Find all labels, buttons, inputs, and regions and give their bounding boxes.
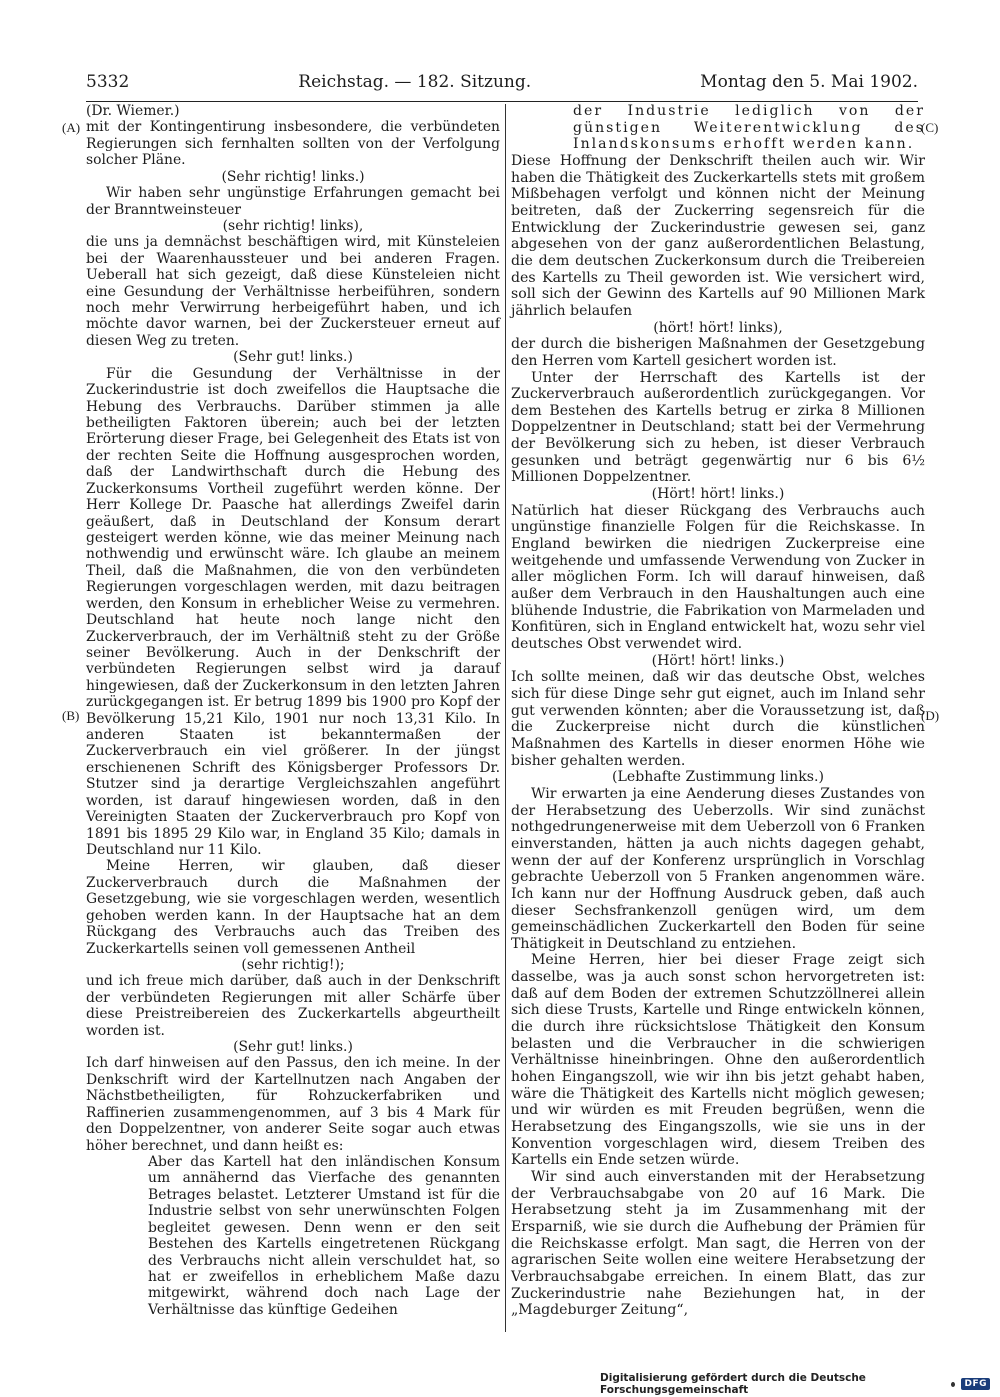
margin-marker-d: (D) bbox=[921, 708, 940, 723]
paragraph: Ich sollte meinen, daß wir das deutsche Obst, welches sich für diese Dinge sehr gut eignet, auch im Inland sehr gut verwenden könnten; aber die Voraussetzung ist, daß die Zuckerpreise nicht durch die künstlichen Maßnahmen des Kartells in dieser enormen Höhe wie bisher gehalten werden. bbox=[511, 669, 925, 769]
margin-marker-b: (B) bbox=[62, 708, 80, 723]
paragraph: (Sehr gut! links.) bbox=[233, 1039, 353, 1056]
paragraph: (Lebhafte Zustimmung links.) bbox=[612, 769, 824, 786]
paragraph: mit der Kontingentirung insbesondere, die verbündeten Regierungen sich fernhalten sollten von der Verfolgung solcher Pläne. bbox=[86, 119, 500, 169]
paragraph: Meine Herren, wir glauben, daß dieser Zuckerverbrauch durch die Maßnahmen der Gesetzgebung, wie sie vorgeschlagen werden, wesentlich gehoben werden kann. In der Hauptsache hat an dem Rückgang des Verbrauchs auch das Treiben des Zuckerkartells seinen voll gemessenen Antheil bbox=[86, 858, 500, 957]
paragraph: Natürlich hat dieser Rückgang des Verbrauchs auch ungünstige finanzielle Folgen für die Reichskasse. In England bewirken die niedrigen Zuckerpreise eine weitgehende und umfassende Verwendung von Zucker in aller möglichen Form. Ich will darauf hinweisen, daß außer dem Verbrauch in den Haushaltungen auch eine blühende Industrie, die Fabrikation von Marmeladen und Konfitüren, sich in England entwickelt hat, wozu sehr viel deutsches Obst verwendet wird. bbox=[511, 502, 925, 652]
paragraph: Aber das Kartell hat den inländischen Konsum um annähernd das Vierfache des genannten Betrages belastet. Letzterer Umstand ist für die Industrie selbst von sehr unerwünschten Folgen begleitet gewesen. Denn wenn er den seit Bestehen des Kartells eingetretenen Rückgang des Verbrauchs nicht allein verschuldet hat, so hat er zweifellos in erheblichem Maße dazu mitgewirkt, während doch nach Lage der Verhältnisse das künftige Gedeihen bbox=[148, 1154, 500, 1318]
paragraph: die uns ja demnächst beschäftigen wird, mit Künsteleien bei der Waarenhaussteuer und bei anderen Fragen. Ueberall hat sich gezeigt, daß diese Künsteleien nicht eine Gesundung der Verhältnisse herbeiführen, sondern noch mehr Verwirrung herbeigeführt haben, und ich möchte davor warnen, bei der Zuckersteuer erneut auf diesen Weg zu treten. bbox=[86, 234, 500, 349]
paragraph: Meine Herren, hier bei dieser Frage zeigt sich dasselbe, was ja auch sonst schon hervorgetreten ist: daß auf dem Boden der extremen Schutzzöllnerei allein sich diese Trusts, Kartelle und Ringe entwickeln können, die durch ihre rücksichtslose Thätigkeit den Konsum belasten und die Verbraucher in die schwierigen Verhältnisse hineinbringen. Ohne den außerordentlich hohen Eingangszoll, wie wir ihn bis jetzt gehabt haben, wäre die Thätigkeit des Kartells nicht möglich gewesen; und wir würden es mit Freuden begrüßen, wenn die Herabsetzung des Eingangszolls, wie sie uns in der Konvention vorgeschlagen wird, diesem Treiben des Kartells ein Ende setzen würde. bbox=[511, 952, 925, 1169]
digitization-credit bbox=[600, 1374, 990, 1394]
paragraph: Unter der Herrschaft des Kartells ist der Zuckerverbrauch außerordentlich zurückgegangen. Vor dem Bestehen des Kartells betrug er zirka 8 Millionen Doppelzentner in Deutschland; statt bei der Vermehrung der Bevölkerung sich zu heben, ist dieser Verbrauch gesunken und beträgt gegenwärtig nur 6 bis 6½ Millionen Doppelzentner. bbox=[511, 369, 925, 486]
margin-marker-a: (A) bbox=[62, 120, 81, 135]
paragraph: (sehr richtig!); bbox=[241, 956, 345, 973]
paragraph: Für die Gesundung der Verhältnisse in der Zuckerindustrie ist doch zweifellos die Hauptsache die Hebung des Verbrauchs. Darüber stimmen ja alle betheiligten Faktoren überein; auch bei der letzten Erörterung dieser Frage, bei Gelegenheit des Etats ist von der rechten Seite die Hoffnung ausgesprochen worden, daß der Landwirthschaft durch die Hebung des Zuckerkonsums Vortheil zugeführt werden könne. Der Herr Kollege Dr. Paasche hat allerdings Zweifel darin geäußert, daß in Deutschland der Konsum derart gesteigert werden könne, wie das meiner Meinung nach nothwendig und erwünscht wäre. Ich glaube an meinem Theil, daß die Maßnahmen, die von den verbündeten Regierungen vorgeschlagen werden, mit dazu beitragen werden, den Konsum in erheblicher Weise zu vermehren. Deutschland hat heute noch lange nicht den Zuckerverbrauch, der im Verhältniß steht zu der Größe seiner Bevölkerung. Auch in der Denkschrift der verbündeten Regierungen selbst wird ja darauf hingewiesen, daß der Zuckerkonsum in den letzten Jahren zurückgegangen ist. Er betrug 1899 bis 1900 pro Kopf der Bevölkerung 15,21 Kilo, 1901 nur noch 13,31 Kilo. In anderen Staaten ist bekanntermaßen der Zuckerverbrauch ein viel größerer. In der jüngst erschienenen Schrift des Königsberger Professors Dr. Stutzer sind ja derartige Vergleichszahlen angeführt worden, ist darauf hingewiesen worden, daß in den Vereinigten Staaten der Zuckerverbrauch pro Kopf von 1891 bis 1895 29 Kilo war, in England 35 Kilo; damals in Deutschland nur 11 Kilo. bbox=[86, 365, 501, 858]
paragraph: (Hört! hört! links.) bbox=[651, 652, 785, 669]
paragraph: Diese Hoffnung der Denkschrift theilen auch wir. Wir haben die Thätigkeit des Zuckerkartells stets mit großem Mißbehagen verfolgt und können nicht der Meinung beitreten, daß der Zuckerring segensreich für die Entwicklung der Zuckerindustrie gewesen sei, ganz abgesehen von der ganz außerordentlichen Belastung, die dem deutschen Zuckerkonsum durch die Treibereien des Kartells zu Theil geworden ist. Wie versichert wird, soll sich der Gewinn des Kartells auf 90 Millionen Mark jährlich belaufen bbox=[511, 152, 925, 319]
paragraph: der Industrie lediglich von der günstigen Weiterentwicklung des Inlandskonsums erhofft werden kann. bbox=[573, 103, 925, 153]
credit-text: Digitalisierung gefördert durch die Deutsche Forschungsgemeinschaft bbox=[600, 1372, 866, 1396]
paragraph: Ich darf hinweisen auf den Passus, den ich meine. In der Denkschrift wird der Kartellnutzen nach Angaben der Nächstbetheiligten, für Rohzuckerfabriken und Raffinerien zusammengenommen, auf 3 bis 4 Mark für den Doppelzentner, von anderer Seite sogar auch etwas höher berechnet, und dann heißt es: bbox=[86, 1055, 500, 1154]
paragraph: (sehr richtig! links), bbox=[222, 217, 364, 234]
paragraph: Wir sind auch einverstanden mit der Herabsetzung der Verbrauchsabgabe von 20 auf 16 Mark. Die Herabsetzung steht ja im Zusammenhang mit der Ersparniß, wie sie durch die Aufhebung der Prämien für die Reichskasse erfolgt. Man sagt, die Herren von der agrarischen Seite wollen eine weitere Herabsetzung der Verbrauchsabgabe erreichen. In einem Blatt, das zur Zuckerindustrie nahe Beziehungen hat, in der „Magdeburger Zeitung“, bbox=[511, 1169, 925, 1319]
paragraph: (hört! hört! links), bbox=[653, 319, 783, 336]
page-header bbox=[86, 72, 918, 102]
session-date: Montag den 5. Mai 1902. bbox=[700, 72, 918, 92]
paragraph: der durch die bisherigen Maßnahmen der Gesetzgebung den Herren vom Kartell gesichert worden ist. bbox=[511, 336, 925, 369]
column-divider bbox=[505, 104, 506, 1332]
paragraph: und ich freue mich darüber, daß auch in der Denkschrift der verbündeten Regierungen mit aller Schärfe über diese Preistreibereien des Zuckerkartells abgeurtheilt worden ist. bbox=[86, 973, 500, 1039]
paragraph: Wir haben sehr ungünstige Erfahrungen gemacht bei der Branntweinsteuer bbox=[86, 185, 500, 218]
paragraph: (Dr. Wiemer.) bbox=[86, 103, 180, 119]
left-column bbox=[86, 103, 500, 1318]
paragraph: (Hört! hört! links.) bbox=[651, 486, 785, 503]
dfg-logo: DFG bbox=[961, 1378, 990, 1390]
right-column bbox=[511, 103, 925, 1319]
paragraph: (Sehr gut! links.) bbox=[233, 349, 353, 366]
paragraph: Wir erwarten ja eine Aenderung dieses Zustandes von der Herabsetzung des Ueberzolls. Wir sind zunächst nothgedrungenerweise mit dem Ueberzoll von 6 Franken einverstanden, hätten ja auch nichts dagegen gehabt, wenn der auf der Konferenz ursprünglich in Vorschlag gebrachte Ueberzoll von 5 Franken angenommen wäre. Ich kann nur der Hoffnung Ausdruck geben, daß auch dieser Sechsfrankenzoll genügen wird, um dem gemeinschädlichen Zuckerkartell den Boden für seine Thätigkeit in Deutschland zu entziehen. bbox=[511, 785, 925, 952]
page-number: 5332 bbox=[86, 72, 130, 92]
running-title: Reichstag. — 182. Sitzung. bbox=[298, 72, 532, 92]
paragraph: (Sehr richtig! links.) bbox=[221, 168, 365, 185]
margin-marker-c: (C) bbox=[921, 120, 939, 135]
bullet-icon bbox=[951, 1382, 955, 1387]
